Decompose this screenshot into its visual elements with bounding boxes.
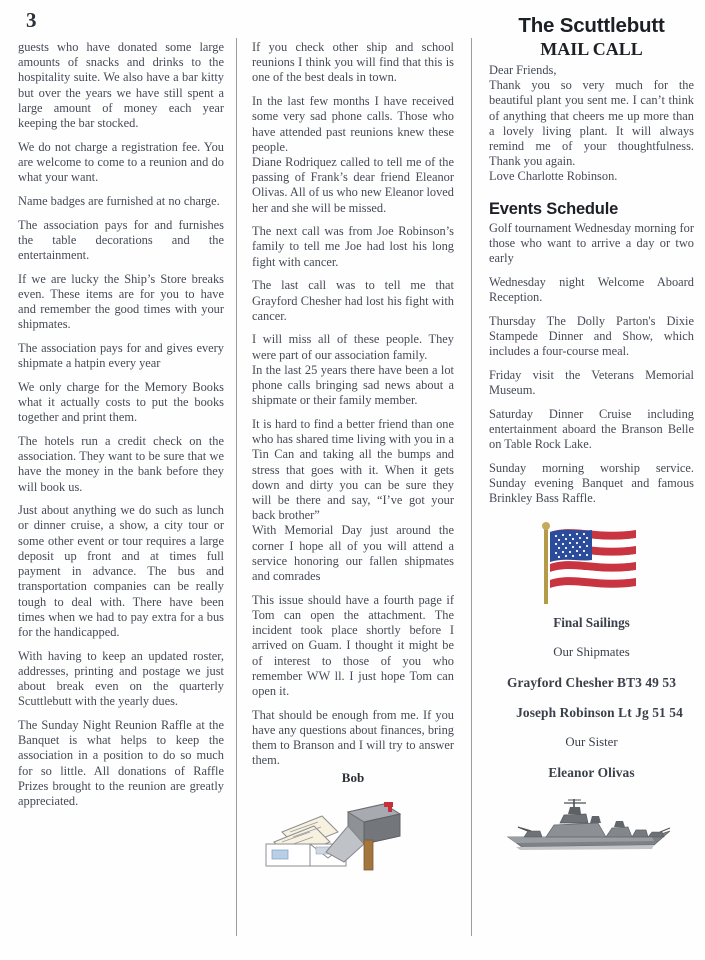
events-schedule-heading: Events Schedule [489,199,619,218]
right-column [489,0,694,867]
paragraph: In the last few months I have received some very sad phone calls. Those who have attended past reunions knew these people. [252,94,454,154]
american-flag-icon [532,520,652,608]
event-item: Thursday The Dolly Parton's Dixie Stampede Dinner and Show, which includes a four-course meal. [489,313,694,359]
paragraph: The next call was from Joe Robinson’s family to tell me Joe had lost his long fight with cancer. [252,224,454,269]
our-shipmates-label: Our Shipmates [553,645,630,660]
letter-body: Thank you so very much for the beautiful plant you sent me. I can’t think of anything that cheers me up more than a lovely living plant. It will always remind me of your thoughtfulness. Thank you again. [489,78,694,169]
paragraph: It is hard to find a better friend than one who has shared time living with you in a Tin Can and taking all the bumps and stress that goes with it. When it gets down and dirty you can be sure they will be there and say, “I’ve got your back brother” [252,416,454,523]
event-item: Wednesday night Welcome Aboard Reception. [489,274,694,304]
paragraph: If we are lucky the Ship’s Store breaks even. These items are for you to have and remember the good times with your shipmates. [18,271,224,332]
masthead-title: The Scuttlebutt [518,14,665,37]
navy-destroyer-ship-icon [502,797,682,867]
paragraph: With having to keep an updated roster, addresses, printing and postage we just about break even on the quarterly Scuttlebutt with the yearly dues. [18,648,224,709]
left-column [18,0,224,818]
letter-salutation: Dear Friends, [489,63,557,77]
paragraph: The hotels run a credit check on the association. They want to be sure that we have the money in the bank before they will book us. [18,433,224,494]
paragraph: If you check other ship and school reunions I think you will find that this is one of the best deals in town. [252,40,454,85]
paragraph: We only charge for the Memory Books what it actually costs to put the books together and print them. [18,379,224,425]
final-sailings-title: Final Sailings [553,615,630,631]
page-number: 3 [26,8,37,32]
paragraph: The last call was to tell me that Grayford Chesher had lost his fight with cancer. [252,278,454,323]
paragraph: I will miss all of these people. They were part of our association family. [252,332,454,362]
paragraph: The association pays for and furnishes the table decorations and the entertainment. [18,217,224,262]
shipmate-name: Joseph Robinson Lt Jg 51 54 [516,705,683,721]
mail-call-heading: MAIL CALL [540,39,643,59]
middle-column [252,0,454,872]
paragraph: In the last 25 years there have been a lot phone calls bringing sad news about a shipmate or their family member. [252,362,454,408]
paragraph: We do not charge a registration fee. You are welcome to come to a reunion and do what your want. [18,139,224,185]
paragraph: Just about anything we do such as lunch or dinner cruise, a show, a city tour or some other event or tour requires a large deposit up front and at times full payment in advance. The bus and transportation companies can be really tough to deal with. There have been times when we had to pay extra for a bus for the handicapped. [18,503,224,639]
sister-name: Eleanor Olivas [548,765,635,781]
final-sailings-block [489,614,694,781]
event-item: Friday visit the Veterans Memorial Museum. [489,367,694,397]
paragraph: Diane Rodriquez called to tell me of the passing of Frank’s dear friend Eleanor Olivas. All of us who new Eleanor loved her and she will be missed. [252,154,454,215]
paragraph: The association pays for and gives every shipmate a hatpin every year [18,340,224,371]
event-item: Sunday morning worship service. Sunday evening Banquet and famous Brinkley Bass Raffle. [489,460,694,506]
mailbox-with-letters-icon [260,792,410,872]
paragraph: guests who have donated some large amounts of snacks and drinks to the hospitality suite. We also have a bar kitty but over the years we have still spent a large amount of money each year keeping the bar stocked. [18,40,224,131]
paragraph: Name badges are furnished at no charge. [18,193,220,208]
paragraph: With Memorial Day just around the corner I hope all of you will attend a service honoring our fallen shipmates and comrades [252,523,454,583]
paragraph: That should be enough from me. If you have any questions about finances, bring them to Branson and I will try to answer them. [252,707,454,768]
paragraph: The Sunday Night Reunion Raffle at the Banquet is what helps to keep the association in a position to do so much for so little. All donations of Raffle Prizes brought to the reunion are greatly appreciated. [18,717,224,808]
letter-closing: Love Charlotte Robinson. [489,169,618,184]
paragraph: This issue should have a fourth page if Tom can open the attachment. The incident took place shortly before I arrived on Guam. I thought it might be of interest to those of you who remember WW ll. I just hope Tom can open it. [252,592,454,698]
letter-signature: Bob [341,770,365,786]
our-sister-label: Our Sister [565,735,618,750]
event-item: Saturday Dinner Cruise including entertainment aboard the Branson Belle on Table Rock Lake. [489,406,694,452]
shipmate-name: Grayford Chesher BT3 49 53 [507,675,676,691]
event-item: Golf tournament Wednesday morning for those who want to arrive a day or two early [489,220,694,266]
